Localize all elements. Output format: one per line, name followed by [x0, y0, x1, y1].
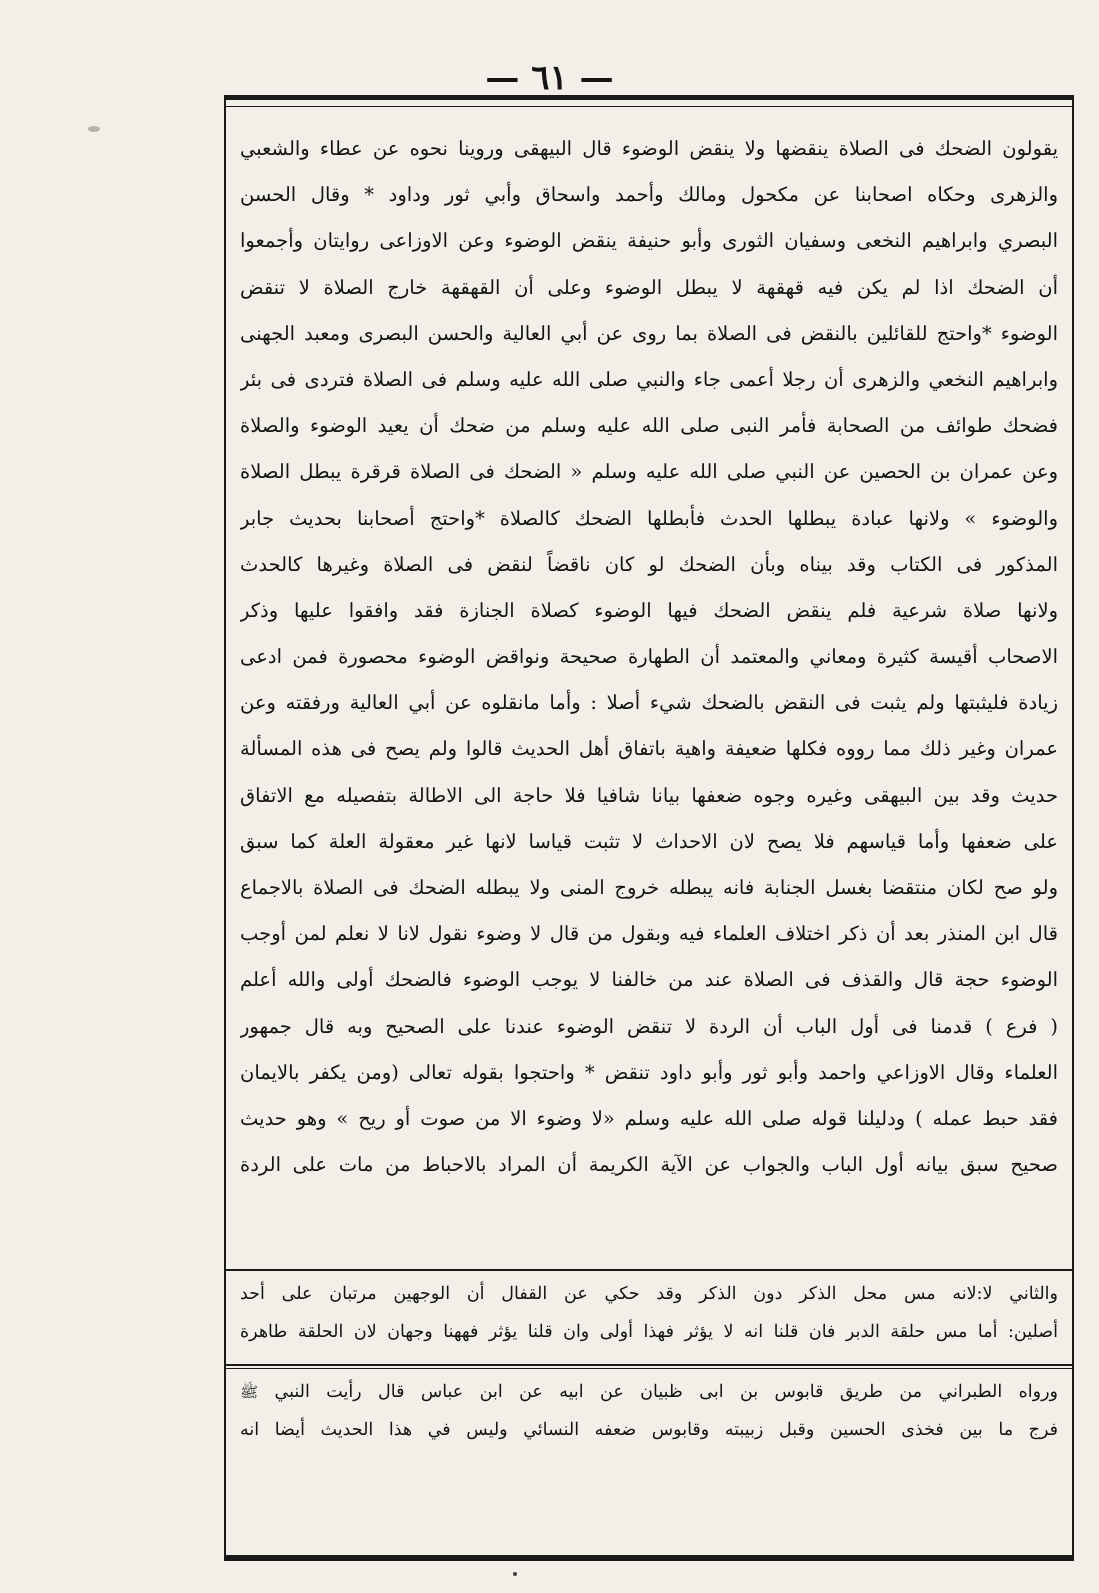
main-text-line: على ضعفها وأما قياسهم فلا يصح لان الاحداث لا تثبت قياسا لانها غير معقولة العلة كما سبق — [240, 829, 1058, 853]
footnote-separator-double-inner — [226, 1368, 1072, 1369]
main-text-line: الوضوء حجة قال والقذف فى الصلاة عند من خالفنا لا يوجب الوضوء فالضحك أولى والله أعلم — [240, 968, 1058, 992]
frame-top-inner-rule — [226, 106, 1072, 107]
main-text-line: والزهرى وحكاه اصحابنا عن مكحول ومالك وأحمد واسحاق وأبي ثور وداود * وقال الحسن — [240, 183, 1058, 207]
main-text-line: المذكور فى الكتاب وقد بيناه وبأن الضحك لو كان ناقضاً لنقض فى الصلاة وغيرها كالحدث — [240, 552, 1058, 576]
footnote-line: أصلين: أما مس حلقة الدبر فان قلنا انه لا يؤثر فهذا أولى وان قلنا يؤثر فههنا وجهان لان الحلقة طاهرة — [240, 1322, 1058, 1342]
text-frame — [224, 95, 1074, 1561]
main-text-line: ( فرع ) قدمنا فى أول الباب أن الردة لا تنقض الوضوء عندنا على الصحيح وبه قال جمهور — [240, 1014, 1058, 1038]
main-text-line: زيادة فليثبتها ولم يثبت فى النقض بالضحك شيء أصلا : وأما مانقلوه عن أبي العالية ورفقته وعن — [240, 691, 1058, 715]
main-text-line: قال ابن المنذر بعد أن ذكر اختلاف العلماء فيه وبقول من قال لا وضوء نقول لانا لا نعلم لمن أوجب — [240, 922, 1058, 946]
main-text-line: صحيح سبق بيانه أول الباب والجواب عن الآية الكريمة أن المراد بالاحباط من مات على الردة — [240, 1153, 1058, 1177]
main-text-line: العلماء وقال الاوزاعي واحمد وأبو ثور وأبو داود تنقض * واحتجوا بقوله تعالى (ومن يكفر بالايمان — [240, 1060, 1058, 1084]
main-text-line: حديث وقد بين البيهقى وغيره وجوه ضعفها بيانا شافيا فلا حاجة الى الاطالة بتفصيله مع الاتفاق — [240, 783, 1058, 807]
main-text-line: البصري وابراهيم النخعى وسفيان الثورى وأبو حنيفة ينقض الوضوء وعن الاوزاعى روايتان وأجمعوا — [240, 229, 1058, 253]
main-text-line: الاصحاب أقيسة كثيرة ومعاني والمعتمد أن الطهارة صحيحة ونواقض الوضوء محصورة فمن ادعى — [240, 645, 1058, 669]
footnote-line — [240, 1373, 1058, 1411]
salawat-ligature: ﷺ — [240, 1383, 259, 1401]
footnote-line-text: ورواه الطبراني من طريق قابوس بن ابى ظبيان عن ابيه عن ابن عباس قال رأيت النبي — [274, 1382, 1058, 1402]
main-text-line: والوضوء » ولانها عبادة يبطلها الحدث فأبطلها الضحك كالصلاة *واحتج أصحابنا بحديث جابر — [240, 506, 1058, 530]
main-text-line: يقولون الضحك فى الصلاة ينقضها ولا ينقض الوضوء قال البيهقى وروينا نحوه عن عطاء والشعبي — [240, 137, 1058, 160]
main-text-line: أن الضحك اذا لم يكن فيه قهقهة لا يبطل الوضوء وعلى أن القهقهة خارج الصلاة لا تنقض — [240, 275, 1058, 299]
footnote-line: والثاني لا:لانه مس محل الذكر دون الذكر وقد حكي عن القفال أن الوجهين مرتبان على أحد — [240, 1284, 1058, 1304]
footnote-separator — [226, 1269, 1072, 1271]
main-text-line: فقد حبط عمله ) ودليلنا قوله صلى الله عليه وسلم «لا وضوء الا من صوت أو ريح » وهو حديث — [240, 1106, 1058, 1130]
footnote-separator-double — [226, 1364, 1072, 1366]
main-text-line: عمران وغير ذلك مما رووه فكلها ضعيفة واهية باتفاق أهل الحديث قالوا ولم يصح فى هذه المسألة — [240, 737, 1058, 761]
footnote-block-2 — [240, 1373, 1058, 1449]
main-text-line: وعن عمران بن الحصين عن النبي صلى الله عليه وسلم « الضحك فى الصلاة قرقرة يبطل الصلاة — [240, 460, 1058, 484]
main-text-line: الوضوء *واحتج للقائلين بالنقض فى الصلاة بما روى عن أبي العالية والحسن البصرى ومعبد الجهنى — [240, 321, 1058, 345]
scan-speck — [88, 126, 100, 132]
main-text-line: فضحك طوائف من الصحابة فأمر النبى صلى الله عليه وسلم من ضحك أن يعيد الوضوء والصلاة — [240, 414, 1058, 438]
scan-dot — [513, 1572, 517, 1576]
footnote-line: فرج ما بين فخذى الحسين وقبل زبيبته وقابوس ضعفه النسائي وليس في هذا الحديث أيضا انه — [240, 1420, 1058, 1440]
main-text-block — [240, 126, 1058, 1188]
main-text-line: وابراهيم النخعي والزهرى أن رجلا أعمى جاء والنبي صلى الله عليه وسلم فى الصلاة فتردى فى بئر — [240, 367, 1058, 391]
footnote-block-1 — [240, 1275, 1058, 1351]
main-text-line: ولانها صلاة شرعية فلم ينقض الضحك فيها الوضوء كصلاة الجنازة فقد وافقوا عليها وذكر — [240, 598, 1058, 622]
page-number: — ٦١ — — [485, 58, 614, 98]
main-text-line: ولو صح لكان منتقضا بغسل الجنابة فانه يبطله خروج المنى ولا يبطله الضحك فى الصلاة بالاجماع — [240, 876, 1058, 899]
